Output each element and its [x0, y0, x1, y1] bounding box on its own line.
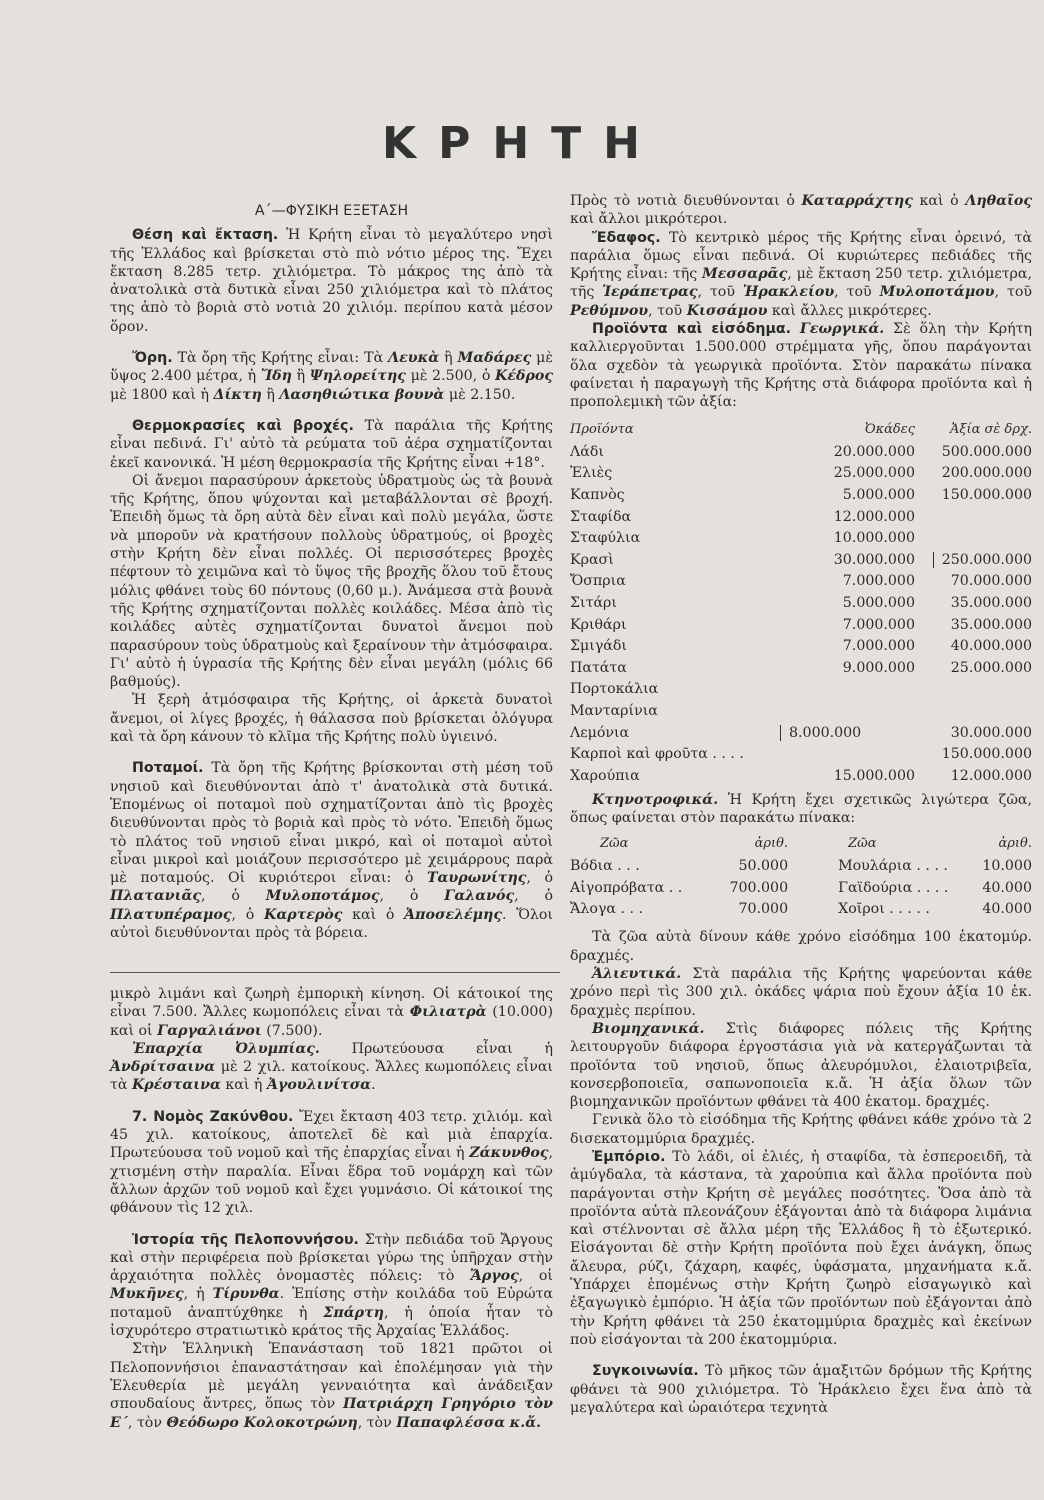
italic-term: Ψηλορείτης [309, 368, 406, 385]
text: , μὲ ἔκταση 250 τετρ. χιλιόμετρα, τῆς [570, 266, 1032, 301]
italic-term: Πλατυπέραμος [110, 906, 232, 923]
product-value: 12.000.000 [950, 767, 1032, 784]
product-okades: 10.000.000 [833, 530, 915, 547]
heading-history: Ἱστορία τῆς Πελοποννήσου. [132, 1231, 359, 1248]
italic-term: Καταρράχτης [801, 193, 913, 209]
table-row [570, 612, 1032, 634]
animals-table-header [570, 834, 1032, 854]
product-value: 150.000.000 [941, 746, 1032, 763]
text: μὲ 2.150. [444, 386, 516, 403]
heading-trade: Ἐμπόριο. [592, 1149, 666, 1165]
paragraph-zakynthos [110, 1108, 553, 1218]
product-value: 40.000.000 [950, 638, 1032, 655]
animal-count: 40.000 [982, 879, 1032, 896]
italic-term: Καρτερὸς [264, 906, 343, 923]
text: Τὸ κεντρικὸ μέρος τῆς Κρήτης εἶναι ὀρεινό, τὰ παράλια ὅμως εἶναι πεδινά. Οἱ κυριώτερες πεδιάδες τῆς Κρήτης εἶναι: τῆς [570, 229, 1032, 283]
header-okades: Ὀκάδες [864, 422, 915, 438]
italic-term: Θεόδωρο Κολοκοτρώνη [166, 1414, 358, 1431]
header-animal-2: Ζῶα [848, 836, 877, 852]
product-okades: 7.000.000 [842, 638, 915, 655]
page-title: ΚΡΗΤΗ [381, 118, 662, 169]
product-name: Ἐλιὲς [570, 465, 613, 482]
text: , τὸν [357, 1414, 397, 1431]
italic-term: Μυκῆνες [110, 1286, 184, 1303]
text: , ἡ [183, 1286, 213, 1303]
paragraph-towns [110, 985, 553, 1040]
product-okades: 5.000.000 [842, 595, 915, 612]
text: , τοῦ [697, 284, 743, 301]
text: καὶ ἄλλες μικρότερες. [767, 302, 932, 319]
italic-term: Ληθαῖος [965, 193, 1032, 209]
paragraph-olympia [110, 1040, 553, 1095]
italic-term: Ζάκυνθος [469, 1145, 549, 1162]
paragraph-products [570, 320, 1032, 411]
text: Τὰ ὄρη τῆς Κρήτης εἶναι: Τὰ [172, 350, 389, 367]
text: καὶ ὁ [912, 193, 966, 209]
product-name: Πατάτα [570, 659, 627, 676]
product-okades: 5.000.000 [842, 487, 915, 504]
italic-term: Κρέσταινα [131, 1077, 221, 1094]
text: . Ὅλοι αὐτοὶ διευθύνονται πρὸς τὰ βόρεια. [110, 906, 553, 941]
italic-term: Μαδάρες [457, 350, 532, 367]
paragraph-soil [570, 229, 1032, 320]
product-name: Λάδι [570, 443, 604, 460]
heading-temperatures: Θερμοκρασίες καὶ βροχές. [132, 417, 354, 434]
heading-rivers: Ποταμοί. [132, 760, 204, 777]
italic-term: Βιομηχανικά. [592, 1020, 705, 1037]
text: Στὴν πεδιάδα τοῦ Ἄργους καὶ στὴν περιφέρεια ποὺ βρίσκεται γύρω της ὑπῆρχαν στὴν ἀρχαιότητα πολλὲς ὀνομαστὲς πόλεις: τὸ [110, 1231, 553, 1285]
animal-count: 40.000 [982, 901, 1032, 918]
table-row [570, 656, 1032, 678]
product-name: Χαρούπια [570, 767, 640, 784]
text: Τὸ λάδι, οἱ ἐλιές, ἡ σταφίδα, τὰ ἐσπεροειδῆ, τὰ ἀμύγδαλα, τὰ κάστανα, τὰ χαρούπια καὶ ἄλλα προϊόντα ποὺ παράγονται στὴν Κρήτη σὲ μεγάλες ποσότητες. Ὅσα ἀπὸ τὰ προϊόντα αὐτὰ πλεονάζουν ἐξάγονται ἀπὸ τὰ διάφορα λιμάνια καὶ στέλνονται σὲ ἄλλα μέρη τῆς Ἑλλάδος ἢ τὸ ἐξωτερικό. Εἰσάγονται δὲ στὴν Κρήτη προϊόντα ποὺ ἔχει ἀνάγκη, ὅπως ἄλευρα, ρύζι, ζάχαρη, καφές, ὑφάσματα, μηχανήματα κ.ἄ. Ὑπάρχει ἑπομένως στὴν Κρήτη ζωηρὸ εἰσαγωγικὸ καὶ ἐξαγωγικὸ ἐμπόριο. Ἡ ἀξία τῶν προϊόντων ποὺ ἐξάγονται ἀπὸ τὴν Κρήτη φθάνει τὰ 250 ἑκατομμύρια δραχμὲς καὶ ἐκείνων ποὺ εἰσάγονται τὰ 200 ἑκατομμύρια. [570, 1149, 1032, 1348]
product-name: Μανταρίνια [570, 702, 658, 719]
italic-term: Ἄργος [470, 1268, 519, 1285]
italic-term: Λευκὰ [388, 350, 440, 367]
paragraph-rivers [110, 759, 553, 942]
italic-term: Παπαφλέσσα [396, 1414, 506, 1431]
italic-term: Μυλοποτάμος [265, 888, 380, 905]
product-okades [780, 742, 915, 764]
animal-count: 50.000 [738, 857, 789, 874]
text: (7.500). [261, 1022, 323, 1039]
text: καὶ ὁ [342, 906, 405, 923]
italic-term: Ἀγουλινίτσα [266, 1077, 372, 1094]
product-value: 70.000.000 [950, 573, 1032, 590]
paragraph-climate: Ἡ ξερὴ ἀτμόσφαιρα τῆς Κρήτης, οἱ ἀρκετὰ δυνατοὶ ἄνεμοι, οἱ λίγες βροχές, ἡ θάλασσα ποὺ βρίσκεται ὁλόγυρα καὶ τὰ ὄρη κάνουν τὸ κλῖμα τῆς Κρήτης πολὺ ὑγιεινό. [110, 692, 553, 746]
animal-count: 700.000 [729, 879, 789, 896]
product-value-bracket [915, 504, 1032, 569]
products-table-header [570, 420, 1032, 440]
text: , τοῦ [834, 284, 880, 301]
table-row [570, 677, 1032, 699]
left-column-top [110, 202, 553, 942]
text: , τοῦ [648, 302, 687, 319]
italic-term: Ταυρωνίτης [426, 870, 527, 887]
text: καὶ ἄλλοι μικρότεροι. [570, 211, 728, 228]
section-heading: Α΄—ΦΥΣΙΚΗ ΕΞΕΤΑΣΗ [254, 203, 409, 219]
italic-term: Τίρυνθα [212, 1286, 280, 1303]
right-column [570, 192, 1032, 1417]
product-name: Πορτοκάλια [570, 681, 659, 698]
italic-term: Μεσσαρᾶς [702, 266, 788, 283]
product-name: Σταφύλια [570, 530, 641, 547]
text: μὲ 1800 καὶ ἡ [110, 386, 214, 403]
table-row [570, 591, 1032, 613]
italic-term: Ρεθύμνου [570, 302, 649, 319]
heading-zakynthos: 7. Νομὸς Ζακύνθου. [132, 1108, 294, 1125]
heading-soil: Ἔδαφος. [592, 229, 661, 246]
italic-term: Κέδρος [495, 368, 554, 385]
italic-term: Ἱεράπετρας [602, 284, 698, 301]
text: Ἡ Κρήτη εἶναι τὸ μεγαλύτερο νησὶ τῆς Ἑλλάδος καὶ βρίσκεται στὸ πιὸ νότιο μέρος της. Ἔχει ἔκταση 8.285 τετρ. χιλιόμετρα. Τὸ μάκρος της ἀπὸ τὰ ἀνατολικὰ στὰ δυτικὰ εἶναι 250 χιλιόμετρα καὶ τὸ πλάτος της ἀπὸ τὸ βοριὰ στὸ νοτιὰ 20 χιλιόμ. περίπου κατὰ μέσον ὅρον. [110, 227, 553, 335]
product-okades: 25.000.000 [833, 465, 915, 482]
animal-name: Χοῖροι . . . . . [838, 901, 930, 918]
text: Ἔχει ἔκταση 403 τετρ. χιλιόμ. καὶ 45 χιλ. κατοίκους, ἀποτελεῖ δὲ καὶ μιὰ ἐπαρχία. Πρωτεύουσα τοῦ νομοῦ καὶ τῆς ἐπαρχίας εἶναι ἡ [110, 1108, 553, 1162]
paragraph-history [110, 1231, 553, 1341]
product-value: 200.000.000 [941, 465, 1032, 482]
animal-count: 10.000 [982, 857, 1032, 874]
table-row [570, 634, 1032, 656]
header-count-1: ἀριθ. [754, 836, 789, 852]
paragraph-industry [570, 1020, 1032, 1111]
product-value: 35.000.000 [950, 616, 1032, 633]
text: , τοῦ [994, 284, 1032, 301]
text: (10.000) καὶ οἱ [110, 1004, 553, 1039]
text: καὶ ἡ [220, 1077, 267, 1094]
text: , ἡ ὁποία ἦταν τὸ ἰσχυρότερο στρατιωτικὸ κράτος τῆς Ἀρχαίας Ἑλλάδος. [110, 1304, 554, 1340]
column-divider [110, 972, 560, 973]
heading-location: Θέση καὶ ἔκταση. [132, 227, 279, 244]
text: Πρὸς τὸ νοτιὰ διευθύνονται ὁ [570, 193, 802, 209]
text: Στὰ παράλια τῆς Κρήτης ψαρεύονται κάθε χρόνο περὶ τὶς 300 χιλ. ὀκάδες ψάρια ποὺ ἔχουν ἀξία 10 ἑκ. δραχμὲς περίπου. [570, 966, 1032, 1019]
italic-term: κ.ἄ. [509, 1414, 542, 1431]
italic-term: Ἐπαρχία Ὀλυμπίας. [132, 1040, 320, 1057]
product-okades: 30.000.000 [833, 551, 915, 568]
text: μικρὸ λιμάνι καὶ ζωηρὴ ἐμπορικὴ κίνηση. Οἱ κάτοικοί της εἶναι 7.500. Ἄλλες κωμοπόλεις εἶναι τὰ [110, 986, 553, 1021]
product-name: Κρασὶ [570, 551, 614, 568]
product-okades: 15.000.000 [833, 767, 915, 784]
product-name: Καπνὸς [570, 487, 625, 504]
heading-mountains: Ὄρη. [132, 350, 173, 367]
left-column-bottom [110, 985, 553, 1432]
animal-name: Αἰγοπρόβατα . . [570, 879, 683, 896]
text: Ἡ Κρήτη ἔχει σχετικῶς λιγώτερα ζῶα, ὅπως φαίνεται στὸν παρακάτω πίνακα: [570, 792, 1032, 827]
text: Σὲ ὅλη τὴν Κρήτη καλλιεργοῦνται 1.500.000 στρέμματα γῆς, ὅπου παράγονται ὅλα σχεδὸν τὰ γεωργικὰ προϊόντα. Στὸν παρακάτω πίνακα φαίνεται ἡ παραγωγὴ τῆς Κρήτης στὰ διάφορα προϊόντα καὶ ἡ προπολεμικὴ τῶν ἀξία: [570, 321, 1032, 411]
paragraph-winds: Οἱ ἄνεμοι παρασύρουν ἀρκετοὺς ὑδρατμοὺς ὡς τὰ βουνὰ τῆς Κρήτης, ὅπου ψύχονται καὶ μεταβάλλονται σὲ βροχή. Ἐπειδὴ ὅμως τὰ ὄρη αὐτὰ δὲν εἶναι καὶ πολὺ μεγάλα, ὥστε νὰ μποροῦν νὰ κρατήσουν πολλοὺς ὑδρατμούς, οἱ βροχὲς στὴν Κρήτη δὲν εἶναι πολλές. Οἱ περισσότερες βροχὲς πέφτουν τὸ χειμῶνα καὶ τὸ ὕψος τῆς βροχῆς ὅλου τοῦ ἔτους μόλις φθάνει τοὺς 60 πόντους (0,60 μ.). Ἀνάμεσα στὰ βουνὰ τῆς Κρήτης σχηματίζονται πολλὲς κοιλάδες. Μέσα ἀπὸ τὶς κοιλάδες αὐτὲς σχηματίζονται δυνατοὶ ἄνεμοι ποὺ παρασύρουν τοὺς ὑδρατμοὺς καὶ ξεραίνουν τὴν ἀτμόσφαιρα. Γι' αὐτὸ ἡ ὑγρασία τῆς Κρήτης δὲν εἶναι μεγάλη (μόλις 66 βαθμούς). [110, 472, 553, 691]
product-okades: 20.000.000 [833, 443, 915, 460]
italic-term: Γαργαλιάνοι [157, 1022, 262, 1039]
paragraph-transport [570, 1362, 1032, 1417]
product-name: Σιτάρι [570, 595, 617, 612]
product-name: Σμιγάδι [570, 638, 627, 655]
product-value: 150.000.000 [941, 487, 1032, 504]
paragraph-total-income: Γενικὰ ὅλο τὸ εἰσόδημα τῆς Κρήτης φθάνει κάθε χρόνο τὰ 2 δισεκατομμύρια δραχμές. [570, 1112, 1032, 1147]
italic-term: Ἁλιευτικά. [592, 966, 682, 983]
animal-name: Γαϊδούρια . . . . [838, 879, 949, 896]
table-row [570, 461, 1032, 483]
italic-term: Φιλιατρὰ [409, 1004, 487, 1021]
header-product: Προϊόντα [570, 422, 634, 438]
italic-term: Κισσάμου [686, 302, 768, 319]
text: Στὴν Ἑλληνικὴ Ἐπανάσταση τοῦ 1821 πρῶτοι οἱ Πελοποννήσιοι ἐπαναστάτησαν καὶ ἐπολέμησαν γιὰ τὴν Ἐλευθερία μὲ μεγάλη γενναιότητα καὶ ἀνάδειξαν σπουδαίους ἄντρες, ὅπως τὸν [110, 1341, 553, 1413]
product-okades: 9.000.000 [842, 659, 915, 676]
animal-name: Μουλάρια . . . . [838, 857, 948, 874]
text: μὲ 2 χιλ. κατοίκους. Ἄλλες κωμοπόλεις εἶναι τὰ [110, 1059, 553, 1094]
products-table [570, 420, 1032, 786]
italic-term: Γαλανός [444, 888, 515, 905]
product-name: Λεμόνια [570, 724, 630, 741]
text: , ὁ [201, 888, 266, 905]
text: , τὸν [127, 1414, 167, 1431]
text: μὲ ὕψος 2.400 μέτρα, ἡ [110, 350, 553, 385]
text: , ὁ [379, 888, 445, 905]
header-value: Ἀξία σὲ δρχ. [949, 422, 1032, 438]
text: Τὰ ὄρη τῆς Κρήτης βρίσκονται στὴ μέση τοῦ νησιοῦ καὶ διευθύνονται ἀπὸ τ' ἀνατολικὰ στὰ δυτικά. Ἑπομένως οἱ ποταμοὶ ποὺ σχηματίζονται ἀπὸ τὶς βροχὲς διευθύνονται πρὸς τὸ βοριὰ καὶ πρὸς τὸ νότο. Ἐπειδὴ ὅμως τὸ πλάτος τοῦ νησιοῦ εἶναι μικρό, καὶ οἱ ποταμοὶ αὐτοὶ εἶναι μικροὶ καὶ μοιάζουν περισσότερο μὲ χειμάρρους παρὰ μὲ ποταμούς. Οἱ κυριότεροι εἶναι: ὁ [110, 760, 553, 887]
italic-term: Ἴδη [260, 368, 292, 385]
paragraph-location [110, 226, 553, 336]
italic-term: Ἡρακλείου [742, 284, 835, 301]
paragraph-livestock [570, 791, 1032, 828]
italic-term: Δίκτη [213, 386, 262, 403]
product-okades: 12.000.000 [833, 508, 915, 525]
table-row [570, 483, 1032, 505]
table-row [570, 504, 1032, 526]
product-value: 500.000.000 [941, 443, 1032, 460]
animal-name: Ἄλογα . . . [570, 901, 644, 918]
product-value: 25.000.000 [950, 659, 1032, 676]
italic-term: Ἀνδρίτσαινα [110, 1059, 216, 1076]
header-count-2: ἀριθ. [998, 836, 1032, 852]
italic-term: Κτηνοτροφικά. [592, 792, 719, 809]
table-row [570, 854, 1032, 876]
text: μὲ 2.500, ὁ [405, 368, 496, 385]
text: Τὸ μῆκος τῶν ἁμαξιτῶν δρόμων τῆς Κρήτης φθάνει τὰ 900 χιλιόμετρα. Τὸ Ἡράκλειο ἔχει ἕνα ἀπὸ τὰ μεγαλύτερα καὶ ὡραιότερα τεχνητὰ [570, 1363, 1032, 1416]
paragraph-revolution [110, 1340, 553, 1431]
product-name: Ὄσπρια [570, 573, 626, 590]
italic-term: Γεωργικά. [799, 321, 885, 338]
text: , ὁ [526, 870, 554, 887]
paragraph-animal-income: Τὰ ζῶα αὐτὰ δίνουν κάθε χρόνο εἰσόδημα 100 ἑκατομύρ. δραχμές. [570, 929, 1032, 964]
italic-term: Μυλοποτάμου [879, 284, 995, 301]
paragraph-temperatures [110, 417, 553, 472]
animal-count: 70.000 [738, 901, 789, 918]
table-row [570, 875, 1032, 897]
text: , χτισμένη στὴν παραλία. Εἶναι ἕδρα τοῦ νομάρχη καὶ τῶν ἄλλων ἀρχῶν τοῦ νομοῦ καὶ ἔχει γυμνάσιο. Οἱ κάτοικοί της φθάνουν τὶς 12 χιλ. [110, 1145, 553, 1217]
italic-term: Λασηθιώτικα βουνὰ [279, 386, 445, 403]
text: Τὰ παράλια τῆς Κρήτης εἶναι πεδινά. Γι' αὐτὸ τὰ ρεύματα τοῦ ἀέρα σχηματίζονται ἐκεῖ κανονικά. Ἡ μέση θερμοκρασία τῆς Κρήτης εἶναι +18°. [110, 417, 553, 471]
table-row [570, 569, 1032, 591]
product-okades: 7.000.000 [842, 616, 915, 633]
italic-term: Πλατανιᾶς [110, 888, 201, 905]
citrus-value: 30.000.000 [950, 724, 1032, 741]
header-animal-1: Ζῶα [600, 836, 629, 852]
text: ἢ [261, 386, 280, 403]
text: Στὶς διάφορες πόλεις τῆς Κρήτης λειτουργοῦν διάφορα ἐργοστάσια γιὰ νὰ κατεργάζωνται τὰ προϊόντα τοῦ νησιοῦ, ὅπως ἀλευρόμυλοι, ἐλαιοτριβεῖα, κονσερβοποιεῖα, σαπωνοποιεῖα κ.ἄ. Ἡ ἀξία ὅλων τῶν βιομηχανικῶν προϊόντων φθάνει τὰ 400 ἑκατομ. δραχμές. [570, 1020, 1032, 1111]
heading-products: Προϊόντα καὶ εἰσόδημα. [592, 321, 792, 338]
text: , ὁ [231, 906, 265, 923]
animals-table [570, 834, 1032, 919]
table-row [570, 440, 1032, 462]
product-value: 35.000.000 [950, 595, 1032, 612]
text: , ὁ [514, 888, 554, 905]
text: ἢ [439, 350, 458, 367]
text: . Ἐπίσης στὴν κοιλάδα τοῦ Εὐρώτα ποταμοῦ ἀναπτύχθηκε ἡ [110, 1286, 554, 1321]
text: Πρωτεύουσα εἶναι ἡ [319, 1040, 553, 1057]
italic-term: Σπάρτη [323, 1304, 384, 1321]
text: ἢ [291, 368, 310, 385]
table-row [570, 763, 1032, 785]
product-name: Καρποὶ καὶ φροῦτα . . . . [570, 746, 744, 763]
product-okades: 7.000.000 [842, 573, 915, 590]
bracket-value: 250.000.000 [933, 552, 1032, 568]
table-row [570, 897, 1032, 919]
citrus-okades-bracket [780, 677, 915, 742]
bracket-okades: 8.000.000 [780, 725, 861, 741]
italic-term: Πατριάρχη Γρηγόριο τὸν Ε΄ [110, 1396, 553, 1431]
text: , οἱ [518, 1268, 553, 1285]
paragraph-trade [570, 1148, 1032, 1349]
heading-transport: Συγκοινωνία. [592, 1363, 699, 1380]
product-name: Κριθάρι [570, 616, 627, 633]
paragraph-fishing [570, 965, 1032, 1020]
text: . [371, 1077, 376, 1094]
table-row [570, 742, 1032, 764]
paragraph-mountains [110, 349, 553, 404]
paragraph-south-rivers [570, 192, 1032, 229]
italic-term: Ἀποσελέμης [404, 906, 502, 923]
animal-name: Βόδια . . . [570, 857, 640, 874]
product-name: Σταφίδα [570, 508, 632, 525]
